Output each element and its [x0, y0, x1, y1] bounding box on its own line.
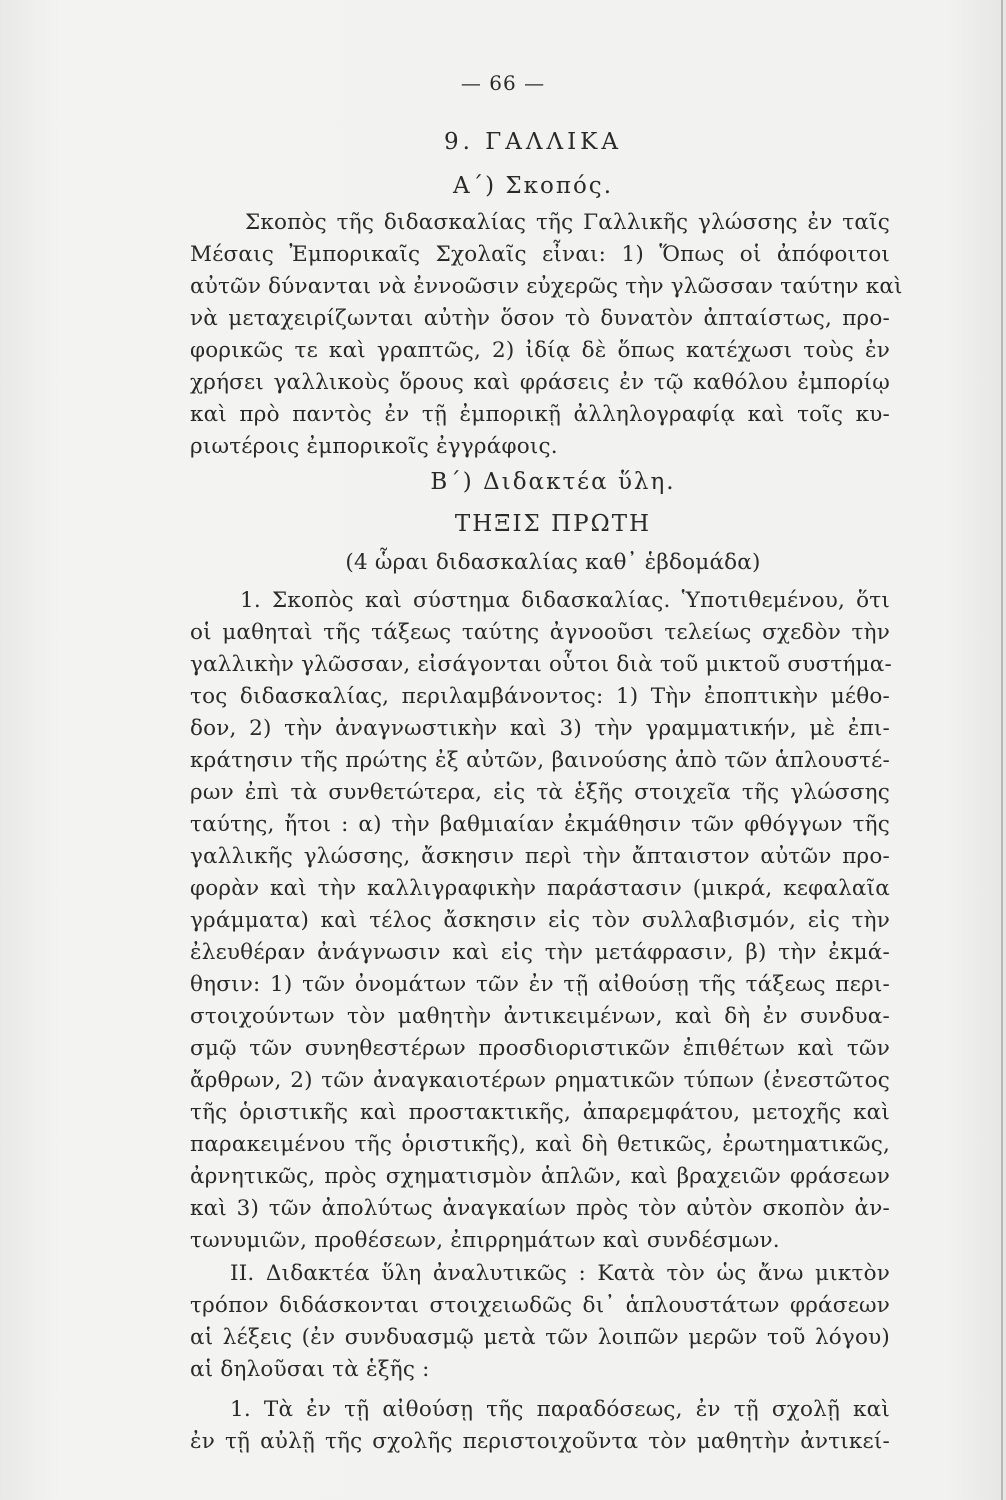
- text-line: φορὰν καὶ τὴν καλλιγραφικὴν παράστασιν (μικρά, κεφαλαῖα: [190, 876, 890, 901]
- text-line: καὶ πρὸ παντὸς ἐν τῇ ἐμπορικῇ ἀλληλογραφίᾳ καὶ τοῖς κυ-: [190, 402, 890, 427]
- text-line: παρακειμένου τῆς ὁριστικῆς), καὶ δὴ θετικῶς, ἐρωτηματικῶς,: [190, 1132, 890, 1157]
- subsection-material-heading: Β΄) Διδακτέα ὕλη.: [430, 469, 676, 495]
- text-line: οἱ μαθηταὶ τῆς τάξεως ταύτης ἀγνοοῦσι τελείως σχεδὸν τὴν: [190, 620, 890, 645]
- text-line: τωνυμιῶν, προθέσεων, ἐπιρρημάτων καὶ συνδέσμων.: [190, 1228, 780, 1253]
- text-line: αὐτῶν δύνανται νὰ ἐννοῶσιν εὐχερῶς τὴν γλῶσσαν ταύτην καὶ: [190, 274, 903, 299]
- text-line: ρων ἐπὶ τὰ συνθετώτερα, εἰς τὰ ἑξῆς στοιχεῖα τῆς γλώσσης: [190, 780, 890, 805]
- text-line: γράμματα) καὶ τέλος ἄσκησιν εἰς τὸν συλλαβισμόν, εἰς τὴν: [190, 908, 890, 933]
- text-line: γαλλικὴν γλῶσσαν, εἰσάγονται οὗτοι διὰ τοῦ μικτοῦ συστήμα-: [190, 652, 892, 677]
- text-line: καὶ 3) τῶν ἀπολύτως ἀναγκαίων πρὸς τὸν αὐτὸν σκοπὸν ἀν-: [190, 1196, 890, 1221]
- text-line: φορικῶς τε καὶ γραπτῶς, 2) ἰδίᾳ δὲ ὅπως κατέχωσι τοὺς ἐν: [190, 338, 890, 363]
- text-line: αἱ λέξεις (ἐν συνδυασμῷ μετὰ τῶν λοιπῶν μερῶν τοῦ λόγου): [190, 1325, 890, 1350]
- text-line: 1. Σκοπὸς καὶ σύστημα διδασκαλίας. Ὑποτιθεμένου, ὅτι: [240, 588, 890, 613]
- text-line: Σκοπὸς τῆς διδασκαλίας τῆς Γαλλικῆς γλώσσης ἐν ταῖς: [245, 210, 890, 235]
- text-line: νὰ μεταχειρίζωνται αὐτὴν ὅσον τὸ δυνατὸν ἀπταίστως, προ-: [190, 306, 890, 331]
- page-edge: [1001, 0, 1003, 1500]
- text-line: τος διδασκαλίας, περιλαμβάνοντος: 1) Τὴν ἐποπτικὴν μέθο-: [190, 684, 890, 709]
- text-line: ΙΙ. Διδακτέα ὕλη ἀναλυτικῶς : Κατὰ τὸν ὡς ἄνω μικτὸν: [230, 1261, 890, 1286]
- subsection-aim-heading: Α΄) Σκοπός.: [452, 173, 614, 199]
- text-line: ἄρθρων, 2) τῶν ἀναγκαιοτέρων ρηματικῶν τύπων (ἐνεστῶτος: [190, 1068, 890, 1093]
- text-line: ἐν τῇ αὐλῇ τῆς σχολῆς περιστοιχοῦντα τὸν μαθητὴν ἀντικεί-: [190, 1429, 890, 1454]
- class-title: ΤΗΞΙΣ ΠΡΩΤΗ: [454, 511, 652, 537]
- text-line: Μέσαις Ἐμπορικαῖς Σχολαῖς εἶναι: 1) Ὅπως οἱ ἀπόφοιτοι: [190, 242, 890, 267]
- text-line: στοιχούντων τὸν μαθητὴν ἀντικειμένων, καὶ δὴ ἐν συνδυα-: [190, 1004, 890, 1029]
- text-line: δον, 2) τὴν ἀναγνωστικὴν καὶ 3) τὴν γραμματικήν, μὲ ἐπι-: [190, 716, 890, 741]
- text-line: ἐλευθέραν ἀνάγνωσιν καὶ εἰς τὴν μετάφρασιν, β) τὴν ἐκμά-: [190, 940, 890, 965]
- class-hours: (4 ὧραι διδασκαλίας καθ᾽ ἑβδομάδα): [345, 550, 761, 575]
- text-line: ριωτέροις ἐμπορικοῖς ἐγγράφοις.: [190, 434, 558, 459]
- text-line: αἱ δηλοῦσαι τὰ ἑξῆς :: [190, 1357, 430, 1382]
- text-line: θησιν: 1) τῶν ὀνομάτων τῶν ἐν τῇ αἰθούσῃ τῆς τάξεως περι-: [190, 972, 890, 997]
- text-line: 1. Τὰ ἐν τῇ αἰθούσῃ τῆς παραδόσεως, ἐν τῇ σχολῇ καὶ: [230, 1397, 890, 1422]
- text-line: τρόπον διδάσκονται στοιχειωδῶς δι᾽ ἁπλουστάτων φράσεων: [190, 1293, 890, 1318]
- page-number: — 66 —: [460, 71, 546, 95]
- text-line: τῆς ὁριστικῆς καὶ προστακτικῆς, ἀπαρεμφάτου, μετοχῆς καὶ: [190, 1100, 890, 1125]
- text-line: ἀρνητικῶς, πρὸς σχηματισμὸν ἁπλῶν, καὶ βραχειῶν φράσεων: [190, 1164, 890, 1189]
- text-line: κράτησιν τῆς πρώτης ἐξ αὐτῶν, βαινούσης ἀπὸ τῶν ἁπλουστέ-: [190, 748, 890, 773]
- text-line: σμῷ τῶν συνηθεστέρων προσδιοριστικῶν ἐπιθέτων καὶ τῶν: [190, 1036, 890, 1061]
- section-title: 9. ΓΑΛΛΙΚΑ: [444, 129, 622, 155]
- text-line: ταύτης, ἤτοι : α) τὴν βαθμιαίαν ἐκμάθησιν τῶν φθόγγων τῆς: [190, 812, 890, 837]
- text-line: χρήσει γαλλικοὺς ὅρους καὶ φράσεις ἐν τῷ καθόλου ἐμπορίῳ: [190, 370, 890, 395]
- text-line: γαλλικῆς γλώσσης, ἄσκησιν περὶ τὴν ἄπταιστον αὐτῶν προ-: [190, 844, 890, 869]
